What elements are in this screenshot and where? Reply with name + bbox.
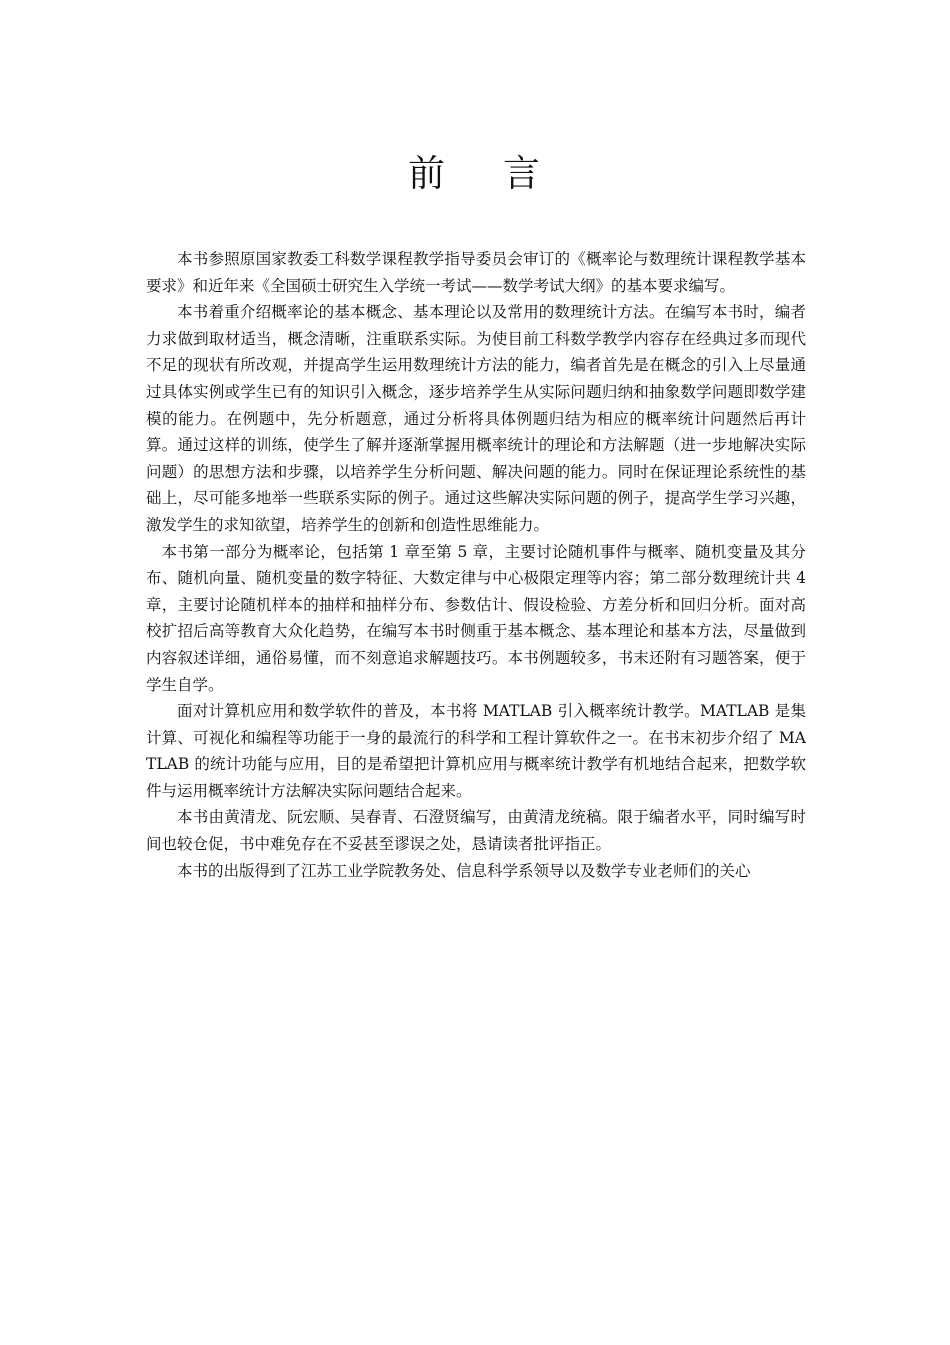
title-char-2: 言 bbox=[503, 152, 542, 195]
title-char-1: 前 bbox=[408, 152, 447, 195]
page-title bbox=[0, 148, 950, 200]
preface-body bbox=[146, 246, 806, 884]
paragraph-6: 本书的出版得到了江苏工业学院教务处、信息科学系领导以及数学专业老师们的关心 bbox=[177, 861, 751, 880]
paragraph-5: 本书由黄清龙、阮宏顺、吴春青、石澄贤编写，由黄清龙统稿。限于编者水平，同时编写时间也较仓促，书中难免存在不妥甚至谬误之处，恳请读者批评指正。 bbox=[146, 808, 806, 854]
paragraph-2: 本书着重介绍概率论的基本概念、基本理论以及常用的数理统计方法。在编写本书时，编者力求做到取材适当，概念清晰，注重联系实际。为使目前工科数学教学内容存在经典过多而现代不足的现状有所改观，并提高学生运用数理统计方法的能力，编者首先是在概念的引入上尽量通过具体实例或学生已有的知识引入概念，逐步培养学生从实际问题归纳和抽象数学问题即数学建模的能力。在例题中，先分析题意，通过分析将具体例题归结为相应的概率统计问题然后再计算。通过这样的训练，使学生了解并逐渐掌握用概率统计的理论和方法解题（进一步地解决实际问题）的思想方法和步骤，以培养学生分析问题、解决问题的能力。同时在保证理论系统性的基础上，尽可能多地举一些联系实际的例子。通过这些解决实际问题的例子，提高学生学习兴趣，激发学生的求知欲望，培养学生的创新和创造性思维能力。 bbox=[146, 303, 806, 534]
paragraph-3: 本书第一部分为概率论，包括第 1 章至第 5 章，主要讨论随机事件与概率、随机变量及其分布、随机向量、随机变量的数字特征、大数定律与中心极限定理等内容；第二部分数理统计共 4 章，主要讨论随机样本的抽样和抽样分布、参数估计、假设检验、方差分析和回归分析。面对高校扩招后高等教育大众化趋势，在编写本书时侧重于基本概念、基本理论和基本方法，尽量做到内容叙述详细，通俗易懂，而不刻意追求解题技巧。本书例题较多，书末还附有习题答案，便于学生自学。 bbox=[146, 542, 806, 694]
paragraph-1: 本书参照原国家教委工科数学课程教学指导委员会审订的《概率论与数理统计课程教学基本要求》和近年来《全国硕士研究生入学统一考试——数学考试大纲》的基本要求编写。 bbox=[146, 250, 806, 295]
paragraph-4: 面对计算机应用和数学软件的普及，本书将 MATLAB 引入概率统计教学。MATLAB 是集计算、可视化和编程等功能于一身的最流行的科学和工程计算软件之一。在书末初步介绍了 MATLAB 的统计功能与应用，目的是希望把计算机应用与概率统计教学有机地结合起来，把数学软件与运用概率统计方法解决实际问题结合起来。 bbox=[146, 702, 806, 800]
